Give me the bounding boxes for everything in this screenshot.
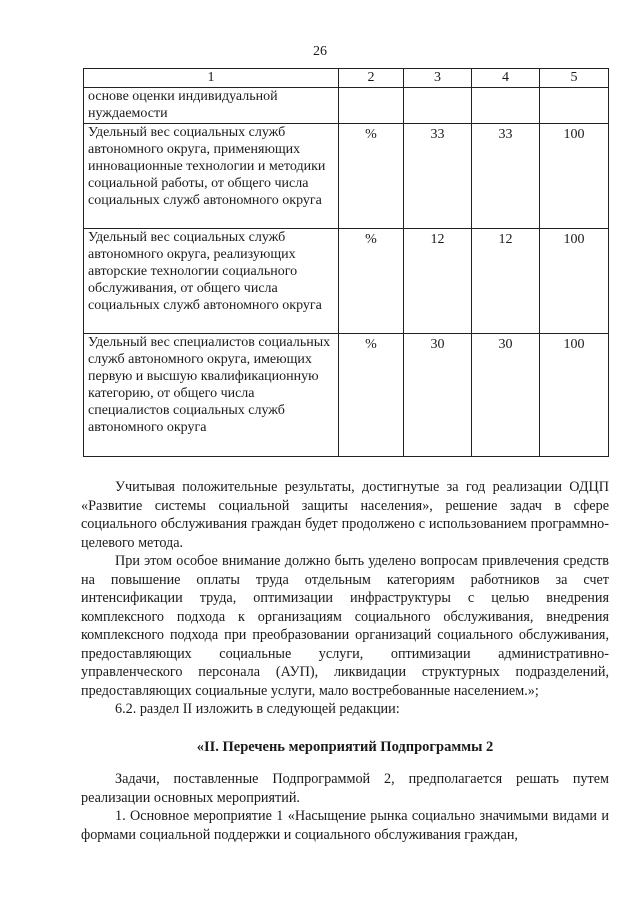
indicator-value-5 — [540, 88, 609, 124]
paragraph-attention: При этом особое внимание должно быть уделено вопросам привлечения средств на повышение оплаты труда отдельным категориям работников за счет интенсификации труда, оптимизации инфраструктуры с целью внедрения комплексного подхода к организациям социального обслуживания, внедрения комплексного подхода при преобразовании организаций социального обслуживания, предоставляющих социальные услуги, оптимизации административно-управленческого персонала (АУП), ликвидации структурных подразделений, предоставляющих социальные услуги, мало востребованные населением.»; — [81, 553, 609, 699]
indicator-name: Удельный вес социальных служб автономного округа, реализующих авторские технологии социального обслуживания, от общего числа социальных служб автономного округа — [84, 229, 339, 334]
indicator-unit: % — [339, 229, 404, 334]
table-row — [84, 334, 609, 457]
page-number: 26 — [313, 44, 327, 59]
body-text-block — [81, 478, 609, 719]
indicator-value-3: 30 — [404, 334, 472, 457]
indicator-value-5: 100 — [540, 124, 609, 229]
indicator-unit: % — [339, 124, 404, 229]
indicator-value-5: 100 — [540, 334, 609, 457]
indicators-table — [83, 68, 609, 457]
indicator-unit: % — [339, 334, 404, 457]
indicator-name: основе оценки индивидуальной нуждаемости — [84, 88, 339, 124]
column-number-2: 2 — [339, 69, 404, 88]
indicator-value-3: 33 — [404, 124, 472, 229]
column-number-1: 1 — [84, 69, 339, 88]
indicator-value-4 — [472, 88, 540, 124]
indicator-unit — [339, 88, 404, 124]
indicator-value-5: 100 — [540, 229, 609, 334]
indicator-value-3: 12 — [404, 229, 472, 334]
body-text-block-2 — [81, 770, 609, 844]
indicator-value-4: 30 — [472, 334, 540, 457]
indicator-name: Удельный вес специалистов социальных служб автономного округа, имеющих первую и высшую квалификационную категорию, от общего числа специалистов социальных служб автономного округа — [84, 334, 339, 457]
indicator-value-4: 12 — [472, 229, 540, 334]
paragraph-section-amendment: 6.2. раздел II изложить в следующей редакции: — [115, 701, 400, 717]
table-row — [84, 124, 609, 229]
indicator-name: Удельный вес социальных служб автономного округа, применяющих инновационные технологии и методики социальной работы, от общего числа социальных служб автономного округа — [84, 124, 339, 229]
table-header-row — [84, 69, 609, 88]
indicator-value-4: 33 — [472, 124, 540, 229]
section-heading: «II. Перечень мероприятий Подпрограммы 2 — [196, 739, 494, 755]
paragraph-main-activity-1: 1. Основное мероприятие 1 «Насыщение рынка социально значимыми видами и формами социальной поддержки и социального обслуживания граждан, — [81, 808, 609, 843]
table-row — [84, 88, 609, 124]
indicator-value-3 — [404, 88, 472, 124]
column-number-4: 4 — [472, 69, 540, 88]
paragraph-results: Учитывая положительные результаты, достигнутые за год реализации ОДЦП «Развитие системы социальной защиты населения», решение задач в сфере социального обслуживания граждан будет продолжено с использованием программно-целевого метода. — [81, 479, 609, 551]
paragraph-tasks: Задачи, поставленные Подпрограммой 2, предполагается решать путем реализации основных мероприятий. — [81, 771, 609, 806]
table-row — [84, 229, 609, 334]
column-number-3: 3 — [404, 69, 472, 88]
column-number-5: 5 — [540, 69, 609, 88]
